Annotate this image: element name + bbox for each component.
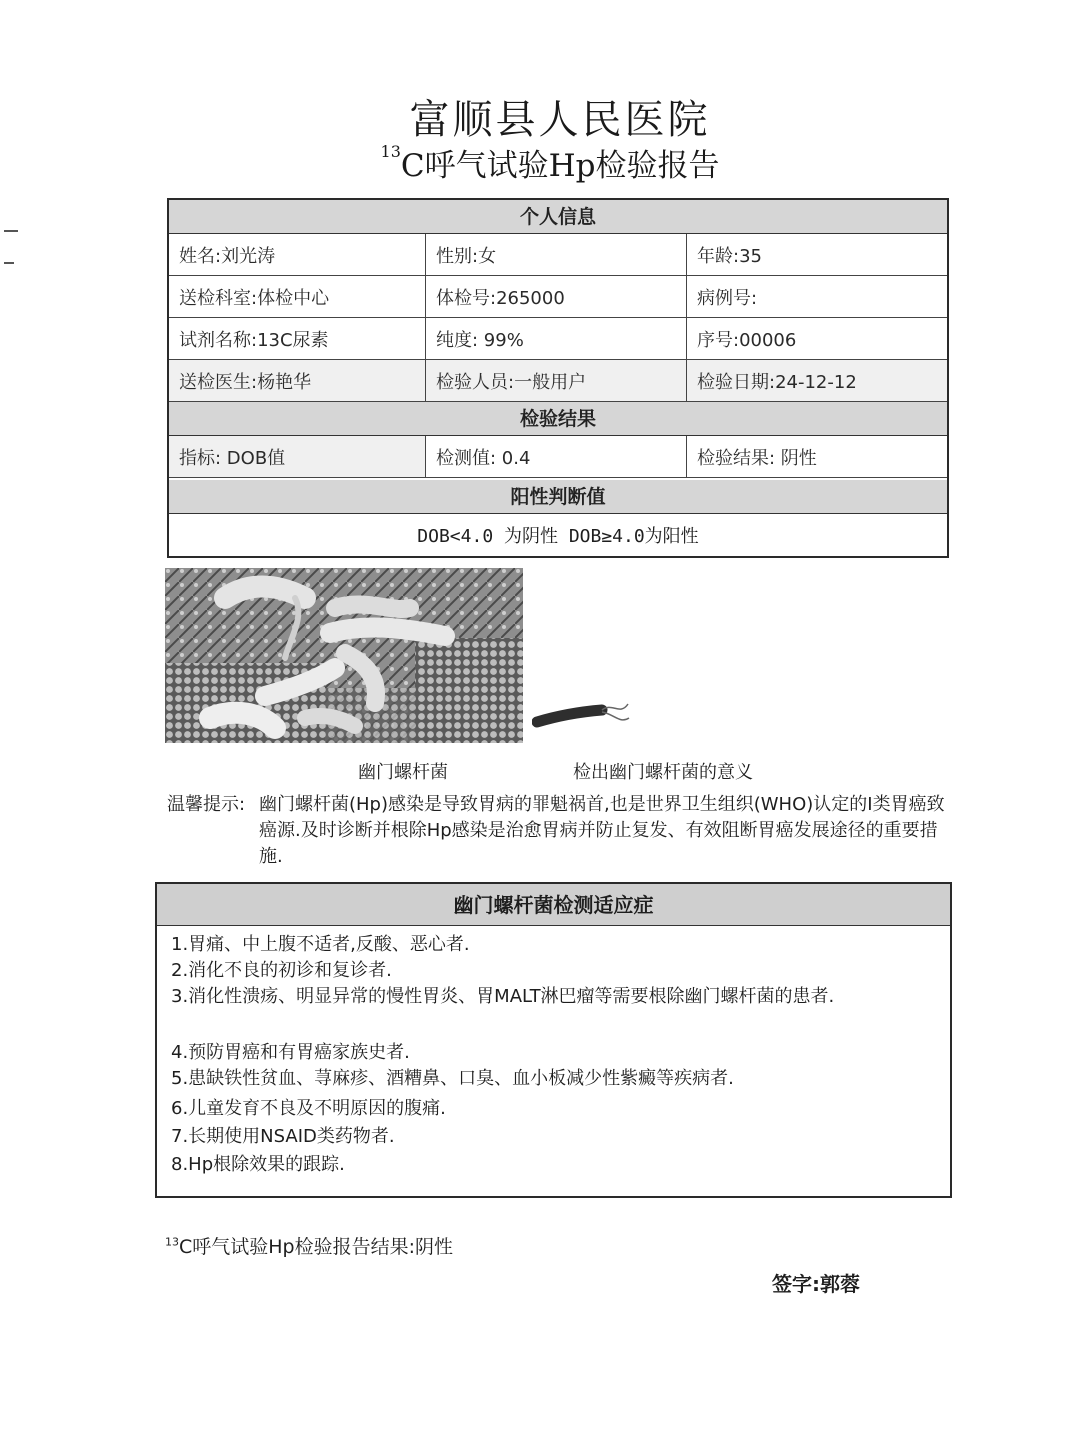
table-row [169, 234, 947, 276]
bacteria-micrograph [165, 568, 523, 743]
examiner: 检验人员:一般用户 [425, 360, 686, 401]
reagent-name: 试剂名称:13C尿素 [179, 329, 329, 351]
purity: 纯度: 99% [425, 318, 686, 359]
patient-age: 年龄:35 [686, 234, 947, 275]
table-row [169, 318, 947, 360]
table-row [169, 360, 947, 402]
indications-box [155, 882, 952, 1198]
table-row [169, 436, 947, 478]
patient-gender: 性别:女 [425, 234, 686, 275]
test-result: 检验结果: 阴性 [686, 436, 947, 477]
tip-text: 幽门螺杆菌(Hp)感染是导致胃病的罪魁祸首,也是世界卫生组织(WHO)认定的I类胃癌致癌源.及时诊断并根除Hp感染是治愈胃病并防止复发、有效阻断胃癌发展途径的重要措施. [259, 794, 945, 867]
list-item: 8.Hp根除效果的跟踪. [171, 1154, 345, 1175]
list-item: 7.长期使用NSAID类药物者. [171, 1126, 395, 1147]
measured-value: 检测值: 0.4 [425, 436, 686, 477]
department: 送检科室:体检中心 [179, 287, 330, 309]
table-row [169, 276, 947, 318]
personal-info-header: 个人信息 [169, 200, 947, 234]
caption-significance: 检出幽门螺杆菌的意义 [573, 762, 753, 783]
margin-mark [4, 230, 18, 232]
list-item: 2.消化不良的初诊和复诊者. [171, 960, 392, 981]
patient-name: 姓名:刘光涛 [179, 245, 276, 267]
exam-date: 检验日期:24-12-12 [686, 360, 947, 401]
margin-mark [4, 262, 14, 264]
doctor: 送检医生:杨艳华 [169, 360, 425, 401]
result-header: 检验结果 [169, 402, 947, 436]
indicator: 指标: DOB值 [169, 436, 425, 477]
caption-bacteria: 幽门螺杆菌 [358, 762, 448, 783]
hospital-name: 富顺县人民医院 [409, 97, 711, 143]
info-table [167, 198, 949, 558]
exam-number: 体检号:265000 [425, 276, 686, 317]
signature: 签字:郭蓉 [772, 1272, 860, 1296]
list-item: 5.患缺铁性贫血、荨麻疹、酒糟鼻、口臭、血小板减少性紫癜等疾病者. [171, 1068, 734, 1089]
report-title: $^{13}$C呼气试验Hp检验报告 [380, 142, 720, 184]
threshold-text: DOB<4.0 为阴性 DOB≥4.0为阳性 [417, 526, 699, 547]
list-item: 4.预防胃癌和有胃癌家族史者. [171, 1042, 410, 1063]
tip-label: 温馨提示: [167, 794, 246, 815]
list-item: 1.胃痛、中上腹不适者,反酸、恶心者. [171, 934, 470, 955]
threshold-header: 阳性判断值 [169, 480, 947, 514]
case-number: 病例号: [686, 276, 947, 317]
indications-title: 幽门螺杆菌检测适应症 [157, 884, 950, 926]
list-item: 3.消化性溃疡、明显异常的慢性胃炎、胃MALT淋巴瘤等需要根除幽门螺杆菌的患者. [171, 986, 835, 1007]
final-result: $^{13}$C呼气试验Hp检验报告结果:阴性 [165, 1235, 454, 1258]
rod-bacterium-illustration [532, 696, 632, 732]
serial-number: 序号:00006 [686, 318, 947, 359]
list-item: 6.儿童发育不良及不明原因的腹痛. [171, 1098, 446, 1119]
